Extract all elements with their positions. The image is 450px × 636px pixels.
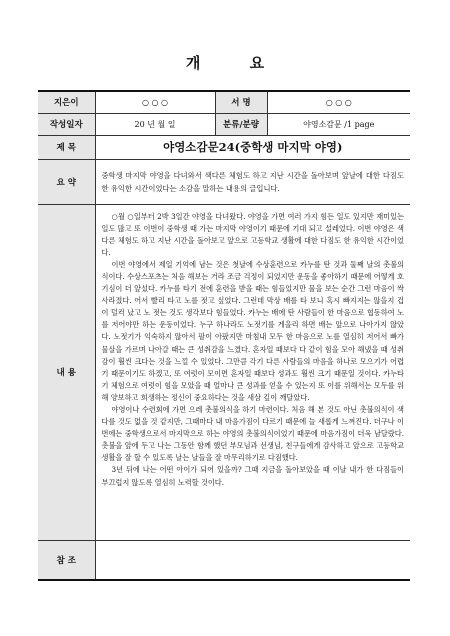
date-label: 작성일자 bbox=[38, 113, 95, 135]
summary-label: 요 약 bbox=[38, 159, 95, 204]
author-label: 지은이 bbox=[38, 91, 95, 113]
content-paragraph: ○월 ○일부터 2박 3일간 야영을 다녀왔다. 야영을 가면 여러 가지 힘든 일도 있지만 재미있는 일도 많고 또 이번이 중학생 때 가는 마지막 야영이기 때문에 기대 되고 설레었다. 이번 야영은 색다른 체험도 하고 지난 시간을 돌아보고 앞으로 고등학교 생활에 대한 다짐도 한 유익한 시간이었다. bbox=[101, 211, 404, 257]
category-value: 야영소감문 /1 page bbox=[267, 113, 410, 135]
subject-label: 제 목 bbox=[38, 135, 95, 159]
document-title: 개 요 bbox=[185, 54, 287, 72]
subject-value: 야영소감문24(중학생 마지막 야영) bbox=[95, 135, 410, 159]
reference-value bbox=[95, 540, 410, 580]
content-body bbox=[95, 204, 410, 540]
content-paragraph: 이번 야영에서 제일 기억에 남는 것은 첫날에 수상훈련으로 카누를 탄 것과 둘째 날의 촛불의식이다. 수상스포츠는 처음 해보는 거라 조금 걱정이 되었지만 운동을 좋아하기 때문에 어떻게 호기심이 더 앞섰다. 카누를 타기 전에 훈련을 받을 때는 힘들었지만 물을 보는 순간 그런 마음이 싹 사라졌다. 어서 빨리 타고 노를 젓고 싶었다. 그런데 막상 배를 타 보니 혹시 빠지지는 않을지 겁이 덜컥 났고 노 젓는 것도 생각보다 힘들었다. 카누는 배에 탄 사람들이 한 마음으로 협동하여 노를 저어야만 하는 운동이었다. 누구 하나라도 노젓기를 게을리 하면 배는 앞으로 나아가지 않았다. 노젓기가 익숙하지 않아서 팔이 아팠지만 마침내 모두 한 마음으로 노를 열심히 저어서 빠가 물살을 가르며 나아갈 때는 큰 성취감을 느꼈다. 혼자일 때보다 다 같이 힘을 모아 해냈을 때 성취감이 훨씬 크다는 것을 느낄 수 있었다. 그만큼 각기 다른 사람들의 마음을 하나로 모으기가 어렵기 때문이기도 하겠고, 또 여럿이 모이면 혼자일 때보다 성과도 훨씬 크기 때문일 것이다. 카누타기 체험으로 여럿이 힘을 모았을 때 얼마나 큰 성과를 얻을 수 있는지 또 이를 위해서는 모두를 위해 양보하고 희생하는 정신이 중요하다는 것을 새삼 깊이 깨달았다. bbox=[101, 259, 404, 402]
summary-text: 중학생 마지막 야영을 다녀와서 색다른 체험도 하고 지난 시간을 돌아보며 앞날에 대한 다짐도 한 유익한 시간이었다는 소감을 말하는 내용의 글입니다. bbox=[95, 159, 410, 204]
content-paragraph: 3년 뒤에 나는 어떤 아이가 되어 있을까? 그때 지금을 돌아보았을 때 이날 내가 한 다짐들이 부끄럽지 않도록 열심히 노력할 것이다. bbox=[101, 465, 404, 487]
reference-label: 참 조 bbox=[38, 540, 95, 580]
content-paragraph: 야영이나 수련회에 가면 으레 촛불의식을 하기 마련이다. 처음 해 본 것도 아닌 촛불의식이 색다를 것도 없을 것 같지만, 그때마다 내 마음가짐이 다르기 때문에 늘 새롭게 느껴진다. 더구나 이번에는 중학생으로서 마지막으로 하는 야영의 촛불의식이었기 때문에 마음가짐이 더욱 남달랐다. 촛불을 앞에 두고 나는 그동안 함께 했던 부모님과 선생님, 친구들에게 감사하고 앞으로 고등학교 생활을 잘 할 수 있도록 날는 날들을 잘 마무리하기로 다짐했다. bbox=[101, 405, 404, 463]
overview-form-table bbox=[38, 90, 410, 581]
name-label: 서 명 bbox=[215, 91, 267, 113]
content-label: 내 용 bbox=[38, 204, 95, 540]
date-value: 20 년 월 일 bbox=[95, 113, 215, 135]
author-value: ○ ○ ○ bbox=[95, 91, 215, 113]
name-value: ○ ○ ○ bbox=[267, 91, 410, 113]
category-label: 분류/분량 bbox=[215, 113, 267, 135]
